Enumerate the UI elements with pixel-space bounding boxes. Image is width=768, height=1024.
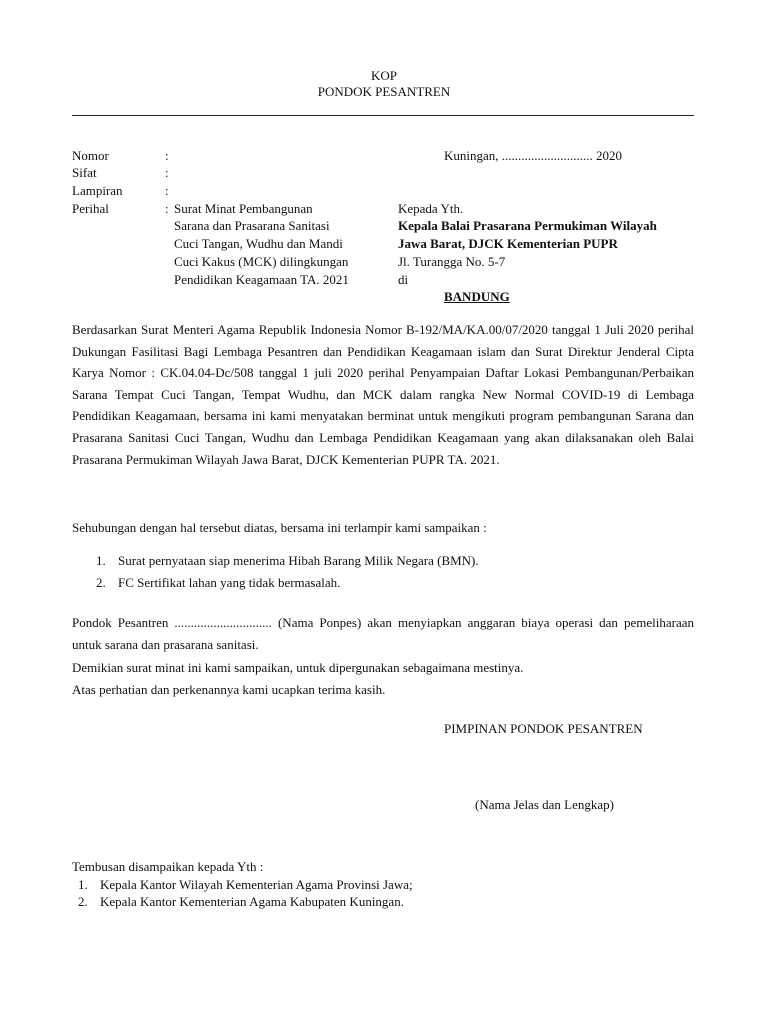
- perihal-line: Cuci Tangan, Wudhu dan Mandi: [174, 236, 343, 251]
- signature-title: PIMPINAN PONDOK PESANTREN: [444, 721, 643, 736]
- list-item-number: 1.: [96, 553, 106, 568]
- perihal-line: Pendidikan Keagamaan TA. 2021: [174, 272, 349, 287]
- letterhead-kop: KOP: [370, 68, 397, 83]
- recipient-di: di: [398, 272, 409, 287]
- perihal-label: Perihal: [72, 201, 109, 216]
- list-item: Kepala Kantor Wilayah Kementerian Agama Provinsi Jawa;: [100, 877, 413, 892]
- letterhead-divider: [72, 115, 694, 116]
- nomor-colon: :: [165, 148, 169, 163]
- list-item: FC Sertifikat lahan yang tidak bermasalah.: [118, 575, 341, 590]
- body-paragraph: Berdasarkan Surat Menteri Agama Republik Indonesia Nomor B-192/MA/KA.00/07/2020 tanggal 1 Juli 2020 perihal Dukungan Fasilitasi Bagi Lembaga Pesantren dan Pendidikan Keagamaan islam dan Surat Direktur Jenderal Cipta Karya Nomor : CK.04.04-Dc/508 tanggal 1 juli 2020 perihal Penyampaian Daftar Lokasi Pembangunan/Perbaikan Sarana Tempat Cuci Tangan, Tempat Wudhu, dan MCK dalam rangka New Normal COVID-19 di Lembaga Pendidikan Keagamaan, bersama ini kami menyatakan berminat untuk mengikuti program pembangunan Sarana dan Prasarana Sanitasi Cuci Tangan, Wudhu dan Lembaga Pendidikan Keagamaan yang akan dilaksanakan oleh Balai Prasarana Permukiman Wilayah Jawa Barat, DJCK Kementerian PUPR TA. 2021.: [72, 322, 694, 467]
- perihal-line: Surat Minat Pembangunan: [174, 201, 313, 216]
- list-item-number: 2.: [96, 575, 106, 590]
- list-item: Surat pernyataan siap menerima Hibah Barang Milik Negara (BMN).: [118, 553, 479, 568]
- body-paragraph: Atas perhatian dan perkenannya kami ucapkan terima kasih.: [72, 682, 386, 697]
- recipient-name: Jawa Barat, DJCK Kementerian PUPR: [398, 236, 618, 251]
- recipient-city: BANDUNG: [444, 289, 510, 304]
- list-item: Kepala Kantor Kementerian Agama Kabupaten Kuningan.: [100, 894, 404, 909]
- perihal-line: Cuci Kakus (MCK) dilingkungan: [174, 254, 349, 269]
- recipient-address: Jl. Turangga No. 5-7: [398, 254, 506, 269]
- letterhead-institution: PONDOK PESANTREN: [317, 84, 451, 99]
- perihal-line: Sarana dan Prasarana Sanitasi: [174, 218, 330, 233]
- lampiran-label: Lampiran: [72, 183, 123, 198]
- signature-name-placeholder: (Nama Jelas dan Lengkap): [475, 797, 614, 812]
- body-paragraph: Sehubungan dengan hal tersebut diatas, bersama ini terlampir kami sampaikan :: [72, 520, 487, 535]
- cc-heading: Tembusan disampaikan kepada Yth :: [72, 859, 264, 874]
- list-item-number: 1.: [78, 877, 88, 892]
- perihal-colon: :: [165, 201, 169, 216]
- body-paragraph: Pondok Pesantren .............................. (Nama Ponpes) akan menyiapkan anggaran biaya operasi dan pemeliharaan untuk sarana dan prasarana sanitasi.: [72, 615, 694, 652]
- sifat-label: Sifat: [72, 165, 97, 180]
- place-date: Kuningan, ............................ 2020: [444, 148, 623, 163]
- nomor-label: Nomor: [72, 148, 109, 163]
- recipient-name: Kepala Balai Prasarana Permukiman Wilayah: [398, 218, 657, 233]
- body-paragraph: Demikian surat minat ini kami sampaikan, untuk dipergunakan sebagaimana mestinya.: [72, 660, 524, 675]
- lampiran-colon: :: [165, 183, 169, 198]
- recipient-salutation: Kepada Yth.: [398, 201, 464, 216]
- sifat-colon: :: [165, 165, 169, 180]
- list-item-number: 2.: [78, 894, 88, 909]
